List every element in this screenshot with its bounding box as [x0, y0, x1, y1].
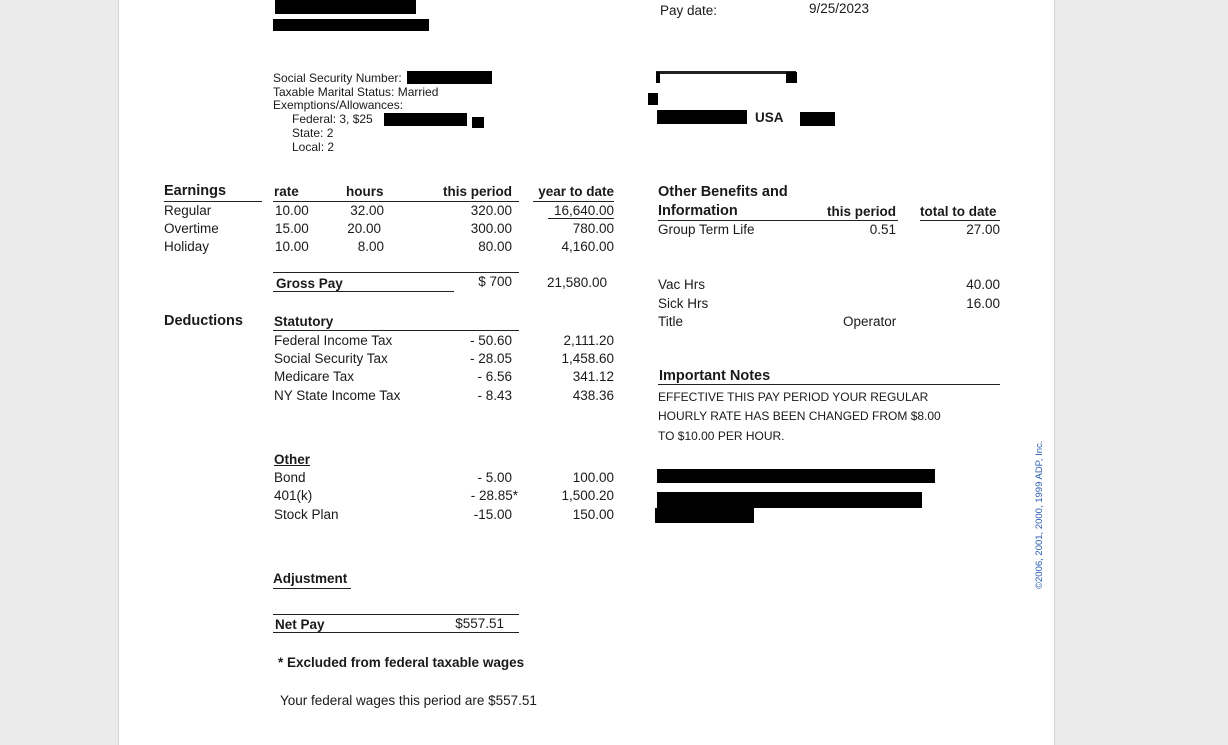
title-label: Title — [658, 314, 684, 329]
earnings-ytd: 780.00 — [572, 221, 614, 236]
earnings-period: 300.00 — [470, 221, 512, 236]
earnings-rate: 10.00 — [275, 239, 309, 254]
net-pay-top-rule — [273, 614, 519, 615]
other-period: -15.00 — [473, 507, 512, 522]
earnings-hours: 32.00 — [350, 203, 384, 218]
redacted-note-line-2 — [657, 492, 922, 508]
sick-hrs-label: Sick Hrs — [658, 296, 709, 311]
deduction-period: - 8.43 — [477, 388, 512, 403]
other-heading: Other — [274, 452, 311, 467]
deduction-row: Medicare Tax — [274, 369, 355, 384]
gross-pay-period: $ 700 — [478, 274, 512, 289]
redacted-employee-address — [273, 19, 429, 31]
statutory-heading: Statutory — [274, 314, 334, 329]
gross-pay-bottom-rule — [273, 291, 454, 292]
company-country: USA — [755, 110, 784, 125]
exemptions-label: Exemptions/Allowances: — [273, 98, 404, 112]
excluded-footnote: * Excluded from federal taxable wages — [278, 655, 525, 670]
deduction-row: NY State Income Tax — [274, 388, 401, 403]
ytd-first-row-rule — [548, 218, 614, 219]
earnings-row-overtime: Overtime — [164, 221, 219, 236]
vac-hrs-label: Vac Hrs — [658, 277, 706, 292]
net-pay-value: $557.51 — [455, 616, 504, 631]
earnings-row-holiday: Holiday — [164, 239, 210, 254]
redacted-company-street — [648, 93, 658, 105]
title-value: Operator — [843, 314, 897, 329]
deduction-ytd: 438.36 — [572, 388, 614, 403]
redacted-note-line-1 — [657, 469, 935, 483]
notes-line-3: TO $10.00 PER HOUR. — [658, 429, 785, 443]
benefit-total: 27.00 — [966, 222, 1000, 237]
benefit-period: 0.51 — [869, 222, 896, 237]
other-row: 401(k) — [274, 488, 313, 503]
deduction-ytd: 341.12 — [572, 369, 614, 384]
federal-wages-note: Your federal wages this period are $557.51 — [280, 693, 537, 708]
important-notes-rule — [658, 384, 1000, 385]
important-notes-title: Important Notes — [659, 368, 771, 384]
benefits-col-period: this period — [827, 204, 897, 219]
gross-pay-ytd: 21,580.00 — [546, 275, 607, 290]
deduction-ytd: 2,111.20 — [563, 333, 614, 348]
other-ytd: 150.00 — [572, 507, 614, 522]
pay-date-label: Pay date: — [660, 3, 718, 18]
deduction-row: Federal Income Tax — [274, 333, 393, 348]
earnings-period: 80.00 — [478, 239, 512, 254]
marital-status: Taxable Marital Status: Married — [273, 85, 439, 99]
other-ytd: 100.00 — [572, 470, 614, 485]
notes-line-2: HOURLY RATE HAS BEEN CHANGED FROM $8.00 — [658, 409, 941, 423]
adjustment-heading: Adjustment — [273, 571, 348, 586]
earnings-rate: 10.00 — [275, 203, 309, 218]
pay-date-value: 9/25/2023 — [809, 1, 870, 16]
redacted-company-name — [656, 72, 660, 83]
gross-pay-label: Gross Pay — [276, 276, 343, 291]
redacted-federal-extra — [384, 113, 467, 126]
earnings-row-regular: Regular — [164, 203, 212, 218]
redacted-company-city — [657, 110, 747, 124]
earnings-columns-rule — [273, 201, 519, 202]
redacted-federal-extra-2 — [472, 117, 484, 128]
benefits-title-line1: Other Benefits and — [658, 184, 788, 200]
federal-exemption: Federal: 3, $25 — [292, 112, 373, 126]
col-year-to-date: year to date — [538, 184, 614, 199]
deduction-period: - 6.56 — [477, 369, 512, 384]
earnings-hours: 20.00 — [347, 221, 381, 236]
statutory-rule — [273, 330, 519, 331]
redacted-zip — [800, 112, 835, 126]
sick-hrs-value: 16.00 — [966, 296, 1000, 311]
other-row: Stock Plan — [274, 507, 339, 522]
deduction-period: - 50.60 — [469, 333, 512, 348]
redacted-ssn — [407, 71, 492, 84]
net-pay-bottom-rule — [273, 632, 519, 633]
redacted-employee-name — [275, 0, 416, 14]
state-exemption: State: 2 — [292, 126, 334, 140]
col-rate: rate — [274, 184, 299, 199]
earnings-hours: 8.00 — [357, 239, 384, 254]
other-period: - 5.00 — [477, 470, 512, 485]
ssn-label: Social Security Number: — [273, 71, 402, 85]
benefits-total-rule — [920, 220, 1000, 221]
earnings-rate: 15.00 — [275, 221, 309, 236]
earnings-ytd: 4,160.00 — [561, 239, 614, 254]
net-pay-label: Net Pay — [275, 617, 325, 632]
other-period: - 28.85* — [470, 488, 518, 503]
vac-hrs-value: 40.00 — [966, 277, 1000, 292]
benefit-row-group-term-life: Group Term Life — [658, 222, 755, 237]
earnings-heading: Earnings — [164, 183, 227, 199]
earnings-heading-rule — [164, 201, 262, 202]
earnings-ytd: 16,640.00 — [553, 203, 614, 218]
earnings-period: 320.00 — [470, 203, 512, 218]
redacted-company-line — [656, 71, 796, 74]
deduction-row: Social Security Tax — [274, 351, 388, 366]
benefits-title-line2: Information — [658, 203, 738, 219]
benefits-rule — [658, 220, 898, 221]
redacted-company-name-end — [786, 72, 797, 83]
other-ytd: 1,500.20 — [561, 488, 614, 503]
deduction-ytd: 1,458.60 — [561, 351, 614, 366]
deductions-heading: Deductions — [164, 313, 243, 329]
redacted-note-line-3 — [655, 508, 754, 523]
col-hours: hours — [346, 184, 384, 199]
local-exemption: Local: 2 — [292, 140, 335, 154]
notes-line-1: EFFECTIVE THIS PAY PERIOD YOUR REGULAR — [658, 390, 929, 404]
ytd-column-rule — [533, 201, 614, 202]
adp-copyright: ©2006, 2001, 2000, 1999 ADP, Inc. — [1034, 440, 1045, 589]
gross-pay-top-rule — [273, 272, 519, 273]
deduction-period: - 28.05 — [469, 351, 512, 366]
other-row: Bond — [274, 470, 306, 485]
adjustment-rule — [273, 588, 351, 589]
benefits-col-total: total to date — [920, 204, 997, 219]
col-this-period: this period — [442, 184, 512, 199]
